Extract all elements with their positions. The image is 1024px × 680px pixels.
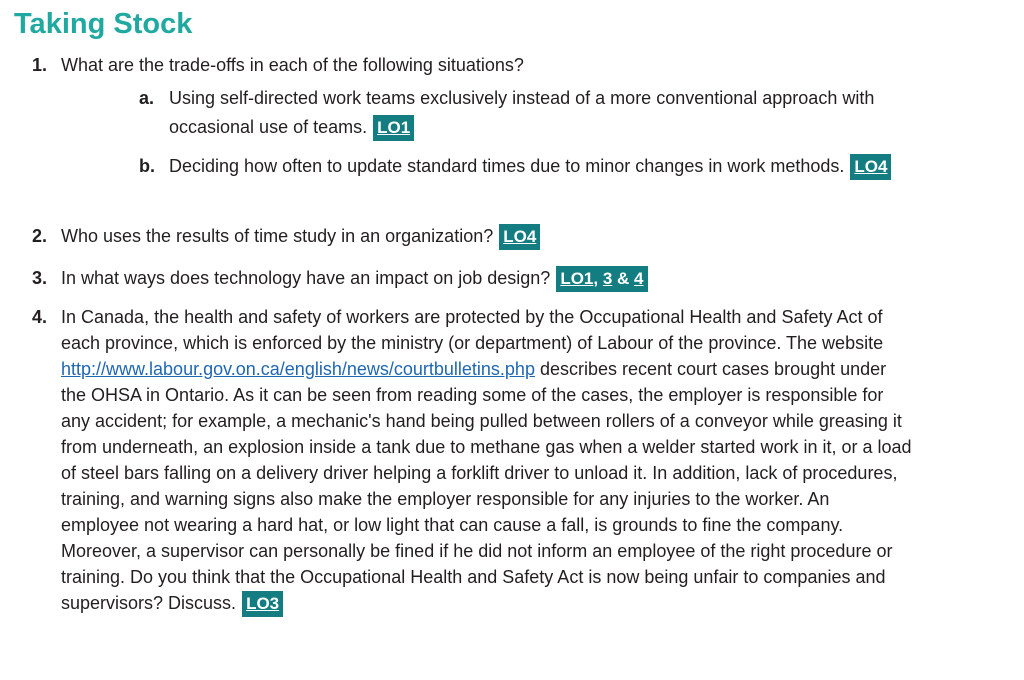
lo-separator: , xyxy=(593,269,603,288)
sub-item-text-body: Using self-directed work teams exclusively instead of a more conventional approach with occasional use of teams. xyxy=(169,88,875,137)
lo-link-badge-group xyxy=(556,266,647,292)
lo-link-badge[interactable]: LO1 xyxy=(373,115,414,141)
question-text xyxy=(61,304,912,617)
question-text-body: In what ways does technology have an impact on job design? xyxy=(61,268,551,288)
question-text xyxy=(61,223,992,250)
question-number: 4. xyxy=(32,307,48,327)
sub-item-letter: a. xyxy=(139,88,155,108)
question-text-before-link: In Canada, the health and safety of workers are protected by the Occupational Health and Safety Act of each province, which is enforced by the ministry (or department) of Labour of the province. The website xyxy=(61,307,884,353)
question-text xyxy=(61,265,992,292)
question-2 xyxy=(32,223,992,250)
lo-link-badge[interactable]: LO4 xyxy=(850,154,891,180)
sub-item-text-body: Deciding how often to update standard times due to minor changes in work methods. xyxy=(169,156,845,176)
lo-separator: & xyxy=(612,269,635,288)
question-4 xyxy=(32,304,912,617)
sub-item-letter: b. xyxy=(139,156,155,176)
lo-link-badge[interactable]: LO4 xyxy=(499,224,540,250)
lo-link-1[interactable]: LO1 xyxy=(560,269,594,288)
sub-item-text xyxy=(169,152,929,181)
question-text-body: Who uses the results of time study in an organization? xyxy=(61,226,494,246)
question-number: 1. xyxy=(32,55,48,75)
lo-link-badge[interactable]: LO3 xyxy=(242,591,283,617)
lo-link-3[interactable]: 3 xyxy=(602,269,613,288)
court-bulletins-link[interactable]: http://www.labour.gov.on.ca/english/news/courtbulletins.php xyxy=(61,359,535,379)
question-text-after-link: describes recent court cases brought under the OHSA in Ontario. As it can be seen from reading some of the cases, the employer is responsible for any accident; for example, a mechanic's hand being pulled between rollers of a conveyor while greasing it from underneath, an explosion inside a tank due to methane gas when a welder started work in it, or a load of steel bars falling on a delivery driver helping a forklift driver to unload it. In addition, lack of procedures, training, and warning signs also make the employer responsible for any injuries to the worker. An employee not wearing a hard hat, or low light that can cause a fall, is grounds to fine the company. Moreover, a supervisor can personally be fined if he did not inform an employee of the right procedure or training. Do you think that the Occupational Health and Safety Act is now being unfair to companies and supervisors? Discuss. xyxy=(61,359,912,613)
question-3 xyxy=(32,265,992,292)
question-1b xyxy=(139,152,929,181)
question-1a xyxy=(139,84,929,142)
question-text: What are the trade-offs in each of the following situations? xyxy=(61,55,524,75)
section-title: Taking Stock xyxy=(14,8,193,40)
lo-link-4[interactable]: 4 xyxy=(634,269,644,288)
sub-item-text xyxy=(169,84,929,142)
question-1 xyxy=(32,52,992,78)
question-number: 2. xyxy=(32,226,48,246)
question-number: 3. xyxy=(32,268,48,288)
